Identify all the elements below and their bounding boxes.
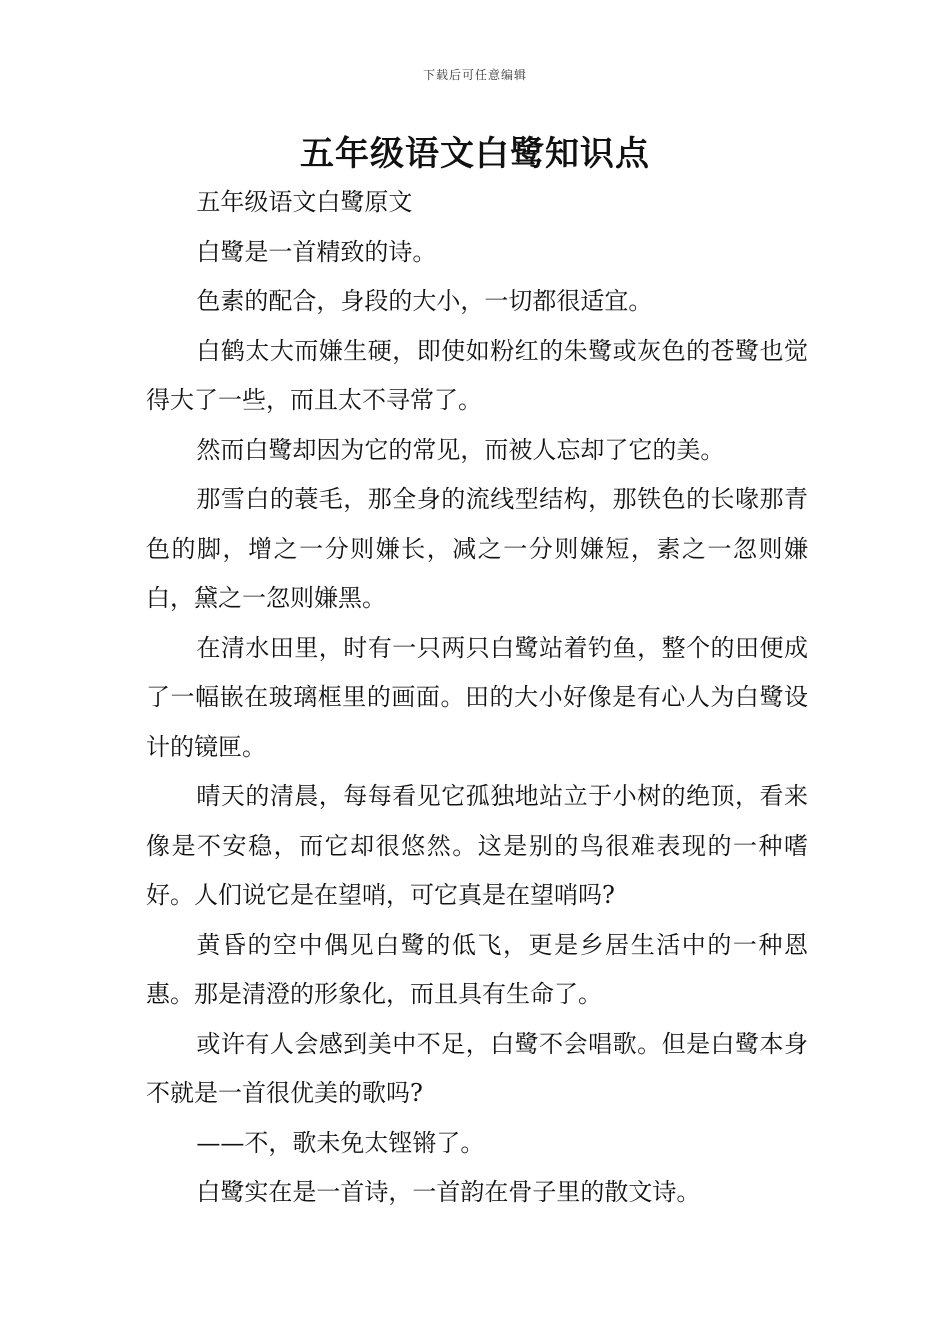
document-title: 五年级语文白鹭知识点 bbox=[300, 134, 650, 174]
paragraph-subtitle: 五年级语文白鹭原文 bbox=[196, 188, 413, 216]
paragraph: 黄昏的空中偶见白鹭的低飞，更是乡居生活中的一种恩惠。那是清澄的形象化，而且具有生命了。 bbox=[146, 930, 808, 1008]
paragraph: 那雪白的蓑毛，那全身的流线型结构，那铁色的长喙那青色的脚，增之一分则嫌长，减之一分则嫌短，素之一忽则嫌白，黛之一忽则嫌黑。 bbox=[146, 485, 808, 612]
body-text bbox=[146, 178, 808, 1218]
paragraph: 白鹤太大而嫌生硬，即使如粉红的朱鹭或灰色的苍鹭也觉得大了一些，而且太不寻常了。 bbox=[146, 336, 808, 414]
header-note: 下载后可任意编辑 bbox=[422, 68, 527, 82]
paragraph: 晴天的清晨，每每看见它孤独地站立于小树的绝顶，看来像是不安稳，而它却很悠然。这是别的鸟很难表现的一种嗜好。人们说它是在望哨，可它真是在望哨吗? bbox=[146, 782, 808, 909]
paragraph: 然而白鹭却因为它的常见，而被人忘却了它的美。 bbox=[196, 435, 725, 464]
paragraph: 白鹭是一首精致的诗。 bbox=[196, 237, 437, 266]
paragraph: 或许有人会感到美中不足，白鹭不会唱歌。但是白鹭本身不就是一首很优美的歌吗? bbox=[146, 1029, 808, 1107]
paragraph: 白鹭实在是一首诗，一首韵在骨子里的散文诗。 bbox=[196, 1178, 701, 1206]
paragraph: 色素的配合，身段的大小，一切都很适宜。 bbox=[196, 287, 653, 315]
paragraph: ——不，歌未免太铿锵了。 bbox=[196, 1128, 485, 1157]
paragraph: 在清水田里，时有一只两只白鹭站着钓鱼，整个的田便成了一幅嵌在玻璃框里的画面。田的大小好像是有心人为白鹭设计的镜匣。 bbox=[146, 633, 808, 761]
